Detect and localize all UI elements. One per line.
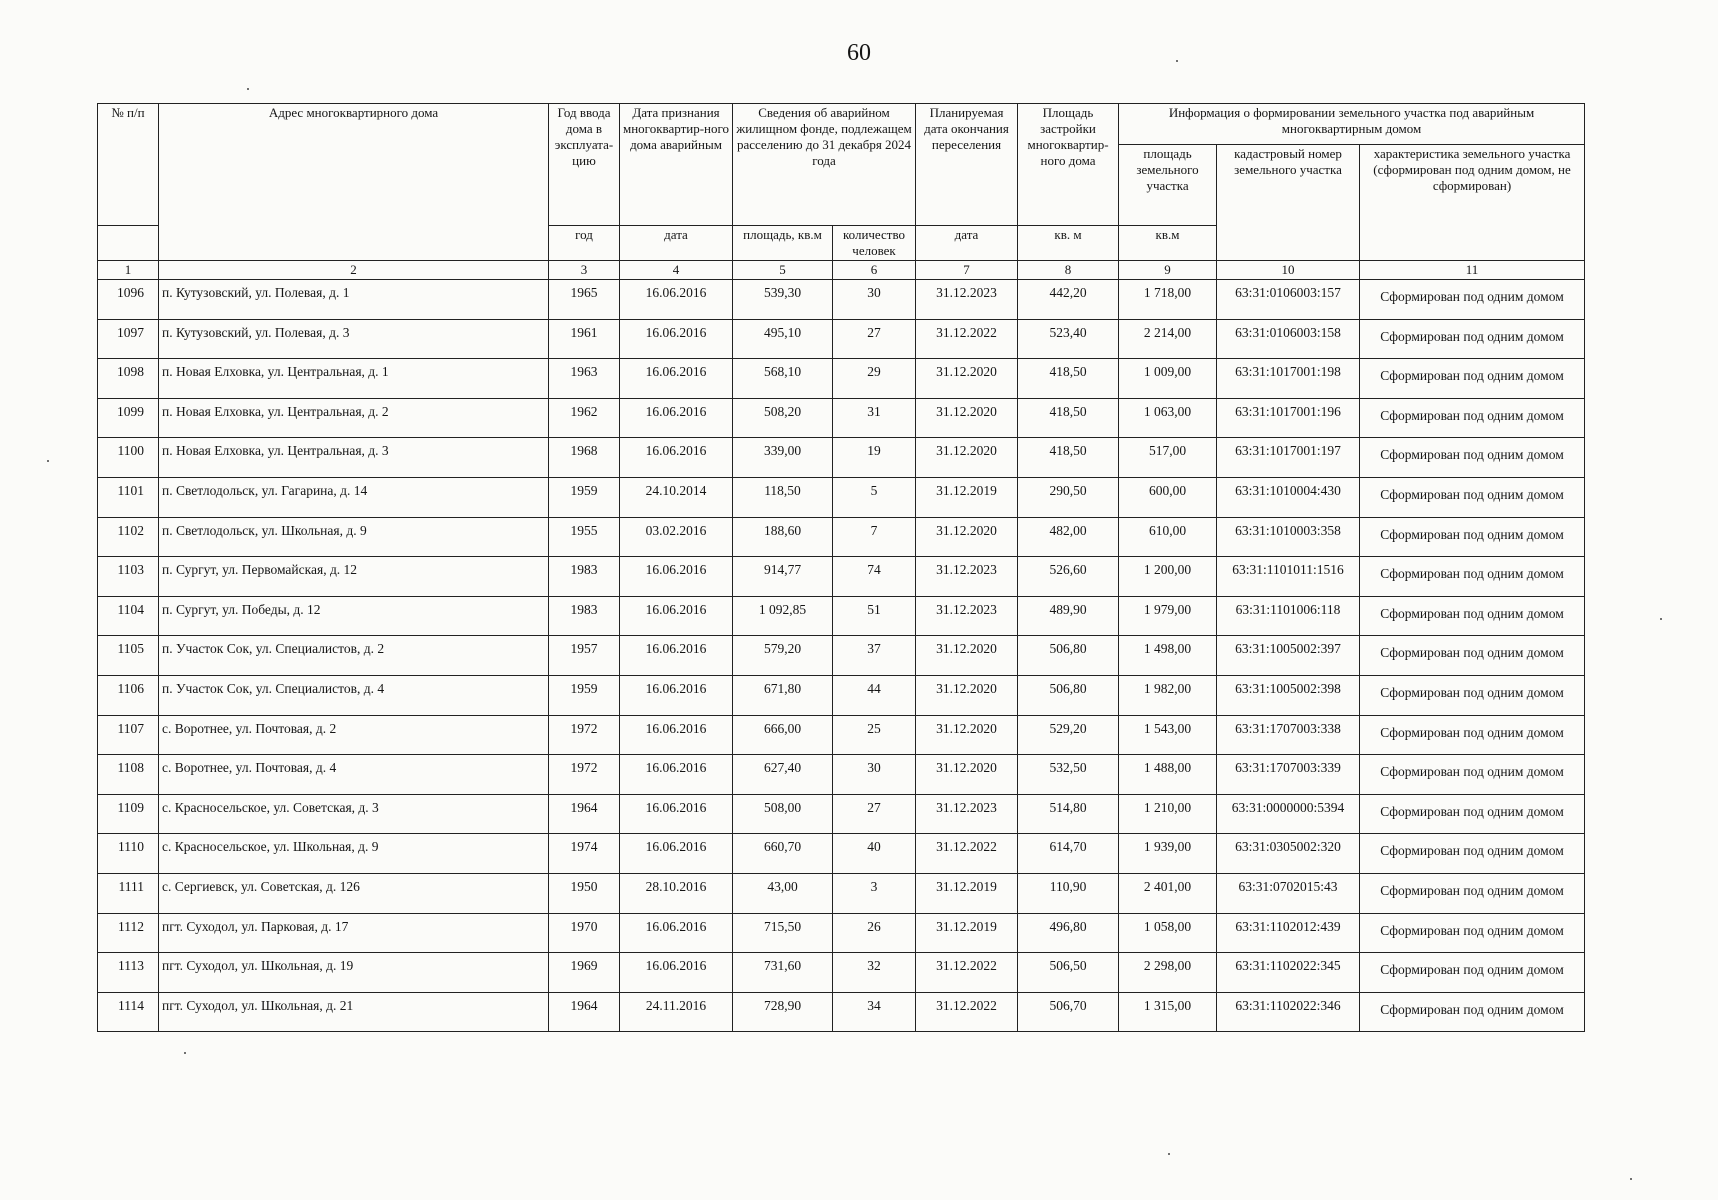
building-area: 290,50 — [1018, 477, 1119, 517]
building-area: 514,80 — [1018, 794, 1119, 834]
scan-speck — [1168, 1153, 1170, 1155]
building-area: 506,80 — [1018, 636, 1119, 676]
planned-date: 31.12.2022 — [916, 319, 1018, 359]
table-row — [98, 755, 1585, 795]
emergency-date: 24.10.2014 — [620, 477, 733, 517]
column-number: 6 — [833, 261, 916, 280]
cadastral-number: 63:31:1005002:398 — [1217, 675, 1360, 715]
land-area: 1 488,00 — [1119, 755, 1217, 795]
residents-count: 32 — [833, 953, 916, 993]
land-area: 600,00 — [1119, 477, 1217, 517]
emergency-area: 508,20 — [733, 398, 833, 438]
cadastral-number: 63:31:1017001:196 — [1217, 398, 1360, 438]
emergency-housing-table — [97, 103, 1585, 1032]
scan-speck — [1660, 618, 1662, 620]
table-row — [98, 557, 1585, 597]
emergency-date: 16.06.2016 — [620, 834, 733, 874]
residents-count: 27 — [833, 319, 916, 359]
residents-count: 26 — [833, 913, 916, 953]
land-area: 2 401,00 — [1119, 873, 1217, 913]
emergency-area: 118,50 — [733, 477, 833, 517]
cadastral-number: 63:31:1102022:346 — [1217, 992, 1360, 1032]
land-area: 1 939,00 — [1119, 834, 1217, 874]
emergency-area: 339,00 — [733, 438, 833, 478]
column-number: 11 — [1360, 261, 1585, 280]
row-number: 1100 — [98, 438, 159, 478]
building-area: 489,90 — [1018, 596, 1119, 636]
building-area: 418,50 — [1018, 359, 1119, 399]
residents-count: 51 — [833, 596, 916, 636]
land-characteristic: Сформирован под одним домом — [1360, 517, 1585, 557]
land-characteristic: Сформирован под одним домом — [1360, 398, 1585, 438]
emergency-date: 16.06.2016 — [620, 715, 733, 755]
land-area: 1 498,00 — [1119, 636, 1217, 676]
row-number: 1112 — [98, 913, 159, 953]
planned-date: 31.12.2020 — [916, 715, 1018, 755]
address: с. Воротнее, ул. Почтовая, д. 2 — [159, 715, 549, 755]
land-characteristic: Сформирован под одним домом — [1360, 557, 1585, 597]
table-row — [98, 953, 1585, 993]
land-characteristic: Сформирован под одним домом — [1360, 953, 1585, 993]
emergency-area: 495,10 — [733, 319, 833, 359]
row-number: 1107 — [98, 715, 159, 755]
building-area: 614,70 — [1018, 834, 1119, 874]
land-area: 1 979,00 — [1119, 596, 1217, 636]
address: п. Участок Сок, ул. Специалистов, д. 2 — [159, 636, 549, 676]
planned-date: 31.12.2023 — [916, 794, 1018, 834]
cadastral-number: 63:31:0702015:43 — [1217, 873, 1360, 913]
header-land-area: площадь земельного участка — [1119, 145, 1217, 226]
commission-year: 1959 — [549, 675, 620, 715]
residents-count: 31 — [833, 398, 916, 438]
scan-speck — [1630, 1178, 1632, 1180]
emergency-area: 579,20 — [733, 636, 833, 676]
commission-year: 1983 — [549, 557, 620, 597]
address: п. Новая Елховка, ул. Центральная, д. 3 — [159, 438, 549, 478]
scan-speck — [47, 460, 49, 462]
emergency-area: 715,50 — [733, 913, 833, 953]
row-number: 1097 — [98, 319, 159, 359]
commission-year: 1969 — [549, 953, 620, 993]
planned-date: 31.12.2020 — [916, 359, 1018, 399]
address: с. Красносельское, ул. Советская, д. 3 — [159, 794, 549, 834]
address: п. Новая Елховка, ул. Центральная, д. 1 — [159, 359, 549, 399]
cadastral-number: 63:31:0106003:157 — [1217, 280, 1360, 320]
building-area: 482,00 — [1018, 517, 1119, 557]
address: пгт. Суходол, ул. Школьная, д. 19 — [159, 953, 549, 993]
table-row — [98, 280, 1585, 320]
row-number: 1113 — [98, 953, 159, 993]
emergency-area: 627,40 — [733, 755, 833, 795]
header-cadastral: кадастровый номер земельного участка — [1217, 145, 1360, 261]
planned-date: 31.12.2019 — [916, 913, 1018, 953]
land-area: 1 982,00 — [1119, 675, 1217, 715]
planned-date: 31.12.2020 — [916, 438, 1018, 478]
building-area: 506,50 — [1018, 953, 1119, 993]
emergency-date: 28.10.2016 — [620, 873, 733, 913]
column-number: 8 — [1018, 261, 1119, 280]
commission-year: 1950 — [549, 873, 620, 913]
land-characteristic: Сформирован под одним домом — [1360, 834, 1585, 874]
address: п. Сургут, ул. Победы, д. 12 — [159, 596, 549, 636]
table-row — [98, 398, 1585, 438]
residents-count: 29 — [833, 359, 916, 399]
land-characteristic: Сформирован под одним домом — [1360, 319, 1585, 359]
residents-count: 7 — [833, 517, 916, 557]
commission-year: 1970 — [549, 913, 620, 953]
building-area: 506,70 — [1018, 992, 1119, 1032]
address: п. Новая Елховка, ул. Центральная, д. 2 — [159, 398, 549, 438]
header-unit-land: кв.м — [1119, 226, 1217, 261]
planned-date: 31.12.2022 — [916, 992, 1018, 1032]
building-area: 529,20 — [1018, 715, 1119, 755]
table-row — [98, 477, 1585, 517]
cadastral-number: 63:31:1017001:198 — [1217, 359, 1360, 399]
emergency-date: 16.06.2016 — [620, 557, 733, 597]
land-characteristic: Сформирован под одним домом — [1360, 438, 1585, 478]
header-unit-area: площадь, кв.м — [733, 226, 833, 261]
address: пгт. Суходол, ул. Школьная, д. 21 — [159, 992, 549, 1032]
residents-count: 3 — [833, 873, 916, 913]
planned-date: 31.12.2020 — [916, 675, 1018, 715]
row-number: 1105 — [98, 636, 159, 676]
land-area: 1 009,00 — [1119, 359, 1217, 399]
commission-year: 1955 — [549, 517, 620, 557]
header-year-commission: Год ввода дома в эксплуата-цию — [549, 104, 620, 226]
land-characteristic: Сформирован под одним домом — [1360, 280, 1585, 320]
emergency-area: 731,60 — [733, 953, 833, 993]
planned-date: 31.12.2020 — [916, 755, 1018, 795]
commission-year: 1983 — [549, 596, 620, 636]
building-area: 418,50 — [1018, 438, 1119, 478]
land-area: 1 210,00 — [1119, 794, 1217, 834]
emergency-date: 16.06.2016 — [620, 359, 733, 399]
commission-year: 1974 — [549, 834, 620, 874]
row-number: 1104 — [98, 596, 159, 636]
table-row — [98, 913, 1585, 953]
land-characteristic: Сформирован под одним домом — [1360, 794, 1585, 834]
planned-date: 31.12.2023 — [916, 280, 1018, 320]
commission-year: 1961 — [549, 319, 620, 359]
residents-count: 40 — [833, 834, 916, 874]
table-row — [98, 438, 1585, 478]
table-row — [98, 319, 1585, 359]
land-characteristic: Сформирован под одним домом — [1360, 636, 1585, 676]
row-number: 1098 — [98, 359, 159, 399]
table-row — [98, 675, 1585, 715]
land-area: 517,00 — [1119, 438, 1217, 478]
column-number: 3 — [549, 261, 620, 280]
header-planned-date: Планируемая дата окончания переселения — [916, 104, 1018, 226]
row-number: 1111 — [98, 873, 159, 913]
header-row-no: № п/п — [98, 104, 159, 226]
row-number: 1114 — [98, 992, 159, 1032]
table-row — [98, 715, 1585, 755]
commission-year: 1972 — [549, 755, 620, 795]
cadastral-number: 63:31:1005002:397 — [1217, 636, 1360, 676]
table-row — [98, 517, 1585, 557]
address: п. Светлодольск, ул. Гагарина, д. 14 — [159, 477, 549, 517]
table-row — [98, 794, 1585, 834]
header-unit-date: дата — [620, 226, 733, 261]
emergency-date: 16.06.2016 — [620, 636, 733, 676]
address: п. Светлодольск, ул. Школьная, д. 9 — [159, 517, 549, 557]
residents-count: 30 — [833, 755, 916, 795]
address: с. Сергиевск, ул. Советская, д. 126 — [159, 873, 549, 913]
emergency-area: 1 092,85 — [733, 596, 833, 636]
table-body — [98, 280, 1585, 1032]
commission-year: 1963 — [549, 359, 620, 399]
emergency-date: 24.11.2016 — [620, 992, 733, 1032]
table-row — [98, 834, 1585, 874]
residents-count: 44 — [833, 675, 916, 715]
address: с. Воротнее, ул. Почтовая, д. 4 — [159, 755, 549, 795]
land-characteristic: Сформирован под одним домом — [1360, 477, 1585, 517]
emergency-date: 16.06.2016 — [620, 794, 733, 834]
row-number: 1096 — [98, 280, 159, 320]
building-area: 442,20 — [1018, 280, 1119, 320]
column-number: 10 — [1217, 261, 1360, 280]
land-area: 610,00 — [1119, 517, 1217, 557]
land-area: 1 315,00 — [1119, 992, 1217, 1032]
residents-count: 25 — [833, 715, 916, 755]
cadastral-number: 63:31:0305002:320 — [1217, 834, 1360, 874]
residents-count: 30 — [833, 280, 916, 320]
row-number: 1106 — [98, 675, 159, 715]
planned-date: 31.12.2020 — [916, 398, 1018, 438]
land-characteristic: Сформирован под одним домом — [1360, 992, 1585, 1032]
table-row — [98, 596, 1585, 636]
commission-year: 1957 — [549, 636, 620, 676]
cadastral-number: 63:31:1707003:339 — [1217, 755, 1360, 795]
residents-count: 19 — [833, 438, 916, 478]
emergency-date: 16.06.2016 — [620, 913, 733, 953]
row-number: 1108 — [98, 755, 159, 795]
land-characteristic: Сформирован под одним домом — [1360, 873, 1585, 913]
planned-date: 31.12.2023 — [916, 596, 1018, 636]
land-area: 1 058,00 — [1119, 913, 1217, 953]
land-area: 2 214,00 — [1119, 319, 1217, 359]
planned-date: 31.12.2020 — [916, 636, 1018, 676]
emergency-date: 03.02.2016 — [620, 517, 733, 557]
emergency-area: 666,00 — [733, 715, 833, 755]
row-number: 1109 — [98, 794, 159, 834]
row-number: 1101 — [98, 477, 159, 517]
land-area: 1 543,00 — [1119, 715, 1217, 755]
cadastral-number: 63:31:1017001:197 — [1217, 438, 1360, 478]
commission-year: 1959 — [549, 477, 620, 517]
address: пгт. Суходол, ул. Парковая, д. 17 — [159, 913, 549, 953]
planned-date: 31.12.2022 — [916, 834, 1018, 874]
column-number: 4 — [620, 261, 733, 280]
scan-speck — [1176, 60, 1178, 62]
planned-date: 31.12.2019 — [916, 477, 1018, 517]
emergency-area: 660,70 — [733, 834, 833, 874]
cadastral-number: 63:31:1101006:118 — [1217, 596, 1360, 636]
land-area: 2 298,00 — [1119, 953, 1217, 993]
emergency-date: 16.06.2016 — [620, 319, 733, 359]
planned-date: 31.12.2023 — [916, 557, 1018, 597]
commission-year: 1964 — [549, 794, 620, 834]
row-number: 1110 — [98, 834, 159, 874]
address: п. Сургут, ул. Первомайская, д. 12 — [159, 557, 549, 597]
residents-count: 74 — [833, 557, 916, 597]
land-characteristic: Сформирован под одним домом — [1360, 596, 1585, 636]
scan-speck — [184, 1052, 186, 1054]
land-area: 1 200,00 — [1119, 557, 1217, 597]
land-characteristic: Сформирован под одним домом — [1360, 715, 1585, 755]
emergency-date: 16.06.2016 — [620, 953, 733, 993]
header-land-info: Информация о формировании земельного участка под аварийным многоквартирным домом — [1119, 104, 1585, 145]
column-number: 2 — [159, 261, 549, 280]
commission-year: 1972 — [549, 715, 620, 755]
emergency-area: 188,60 — [733, 517, 833, 557]
table-row — [98, 636, 1585, 676]
emergency-area: 914,77 — [733, 557, 833, 597]
land-characteristic: Сформирован под одним домом — [1360, 675, 1585, 715]
residents-count: 5 — [833, 477, 916, 517]
header-date-emergency: Дата признания многоквартир-ного дома аварийным — [620, 104, 733, 226]
planned-date: 31.12.2020 — [916, 517, 1018, 557]
land-area: 1 718,00 — [1119, 280, 1217, 320]
residents-count: 27 — [833, 794, 916, 834]
building-area: 496,80 — [1018, 913, 1119, 953]
column-number: 5 — [733, 261, 833, 280]
land-characteristic: Сформирован под одним домом — [1360, 359, 1585, 399]
header-unit-people: количество человек — [833, 226, 916, 261]
land-characteristic: Сформирован под одним домом — [1360, 755, 1585, 795]
planned-date: 31.12.2022 — [916, 953, 1018, 993]
emergency-date: 16.06.2016 — [620, 280, 733, 320]
address: п. Кутузовский, ул. Полевая, д. 3 — [159, 319, 549, 359]
header-address: Адрес многоквартирного дома — [159, 104, 549, 261]
emergency-area: 568,10 — [733, 359, 833, 399]
column-number-row — [98, 261, 1585, 280]
header-unit-planned: дата — [916, 226, 1018, 261]
cadastral-number: 63:31:1707003:338 — [1217, 715, 1360, 755]
building-area: 418,50 — [1018, 398, 1119, 438]
cadastral-number: 63:31:1102012:439 — [1217, 913, 1360, 953]
planned-date: 31.12.2019 — [916, 873, 1018, 913]
cadastral-number: 63:31:1010003:358 — [1217, 517, 1360, 557]
emergency-date: 16.06.2016 — [620, 398, 733, 438]
building-area: 532,50 — [1018, 755, 1119, 795]
header-unit-build: кв. м — [1018, 226, 1119, 261]
table-row — [98, 873, 1585, 913]
residents-count: 37 — [833, 636, 916, 676]
header-unit-year: год — [549, 226, 620, 261]
land-characteristic: Сформирован под одним домом — [1360, 913, 1585, 953]
header-units-row-no — [98, 226, 159, 261]
building-area: 506,80 — [1018, 675, 1119, 715]
emergency-area: 671,80 — [733, 675, 833, 715]
emergency-area: 43,00 — [733, 873, 833, 913]
emergency-area: 539,30 — [733, 280, 833, 320]
cadastral-number: 63:31:0106003:158 — [1217, 319, 1360, 359]
cadastral-number: 63:31:1010004:430 — [1217, 477, 1360, 517]
row-number: 1103 — [98, 557, 159, 597]
emergency-date: 16.06.2016 — [620, 438, 733, 478]
row-number: 1102 — [98, 517, 159, 557]
column-number: 7 — [916, 261, 1018, 280]
scan-speck — [247, 88, 249, 90]
cadastral-number: 63:31:0000000:5394 — [1217, 794, 1360, 834]
address: п. Участок Сок, ул. Специалистов, д. 4 — [159, 675, 549, 715]
table-row — [98, 359, 1585, 399]
address: п. Кутузовский, ул. Полевая, д. 1 — [159, 280, 549, 320]
header-building-area: Площадь застройки многоквартир-ного дома — [1018, 104, 1119, 226]
row-number: 1099 — [98, 398, 159, 438]
emergency-area: 508,00 — [733, 794, 833, 834]
header-emergency-fund: Сведения об аварийном жилищном фонде, подлежащем расселению до 31 декабря 2024 года — [733, 104, 916, 226]
emergency-date: 16.06.2016 — [620, 596, 733, 636]
column-number: 1 — [98, 261, 159, 280]
residents-count: 34 — [833, 992, 916, 1032]
emergency-date: 16.06.2016 — [620, 755, 733, 795]
column-number: 9 — [1119, 261, 1217, 280]
commission-year: 1964 — [549, 992, 620, 1032]
emergency-date: 16.06.2016 — [620, 675, 733, 715]
emergency-area: 728,90 — [733, 992, 833, 1032]
address: с. Красносельское, ул. Школьная, д. 9 — [159, 834, 549, 874]
cadastral-number: 63:31:1101011:1516 — [1217, 557, 1360, 597]
commission-year: 1965 — [549, 280, 620, 320]
land-area: 1 063,00 — [1119, 398, 1217, 438]
building-area: 110,90 — [1018, 873, 1119, 913]
page-number: 60 — [847, 40, 871, 66]
commission-year: 1968 — [549, 438, 620, 478]
commission-year: 1962 — [549, 398, 620, 438]
table-row — [98, 992, 1585, 1032]
cadastral-number: 63:31:1102022:345 — [1217, 953, 1360, 993]
building-area: 526,60 — [1018, 557, 1119, 597]
header-land-char: характеристика земельного участка (сформирован под одним домом, не сформирован) — [1360, 145, 1585, 261]
building-area: 523,40 — [1018, 319, 1119, 359]
